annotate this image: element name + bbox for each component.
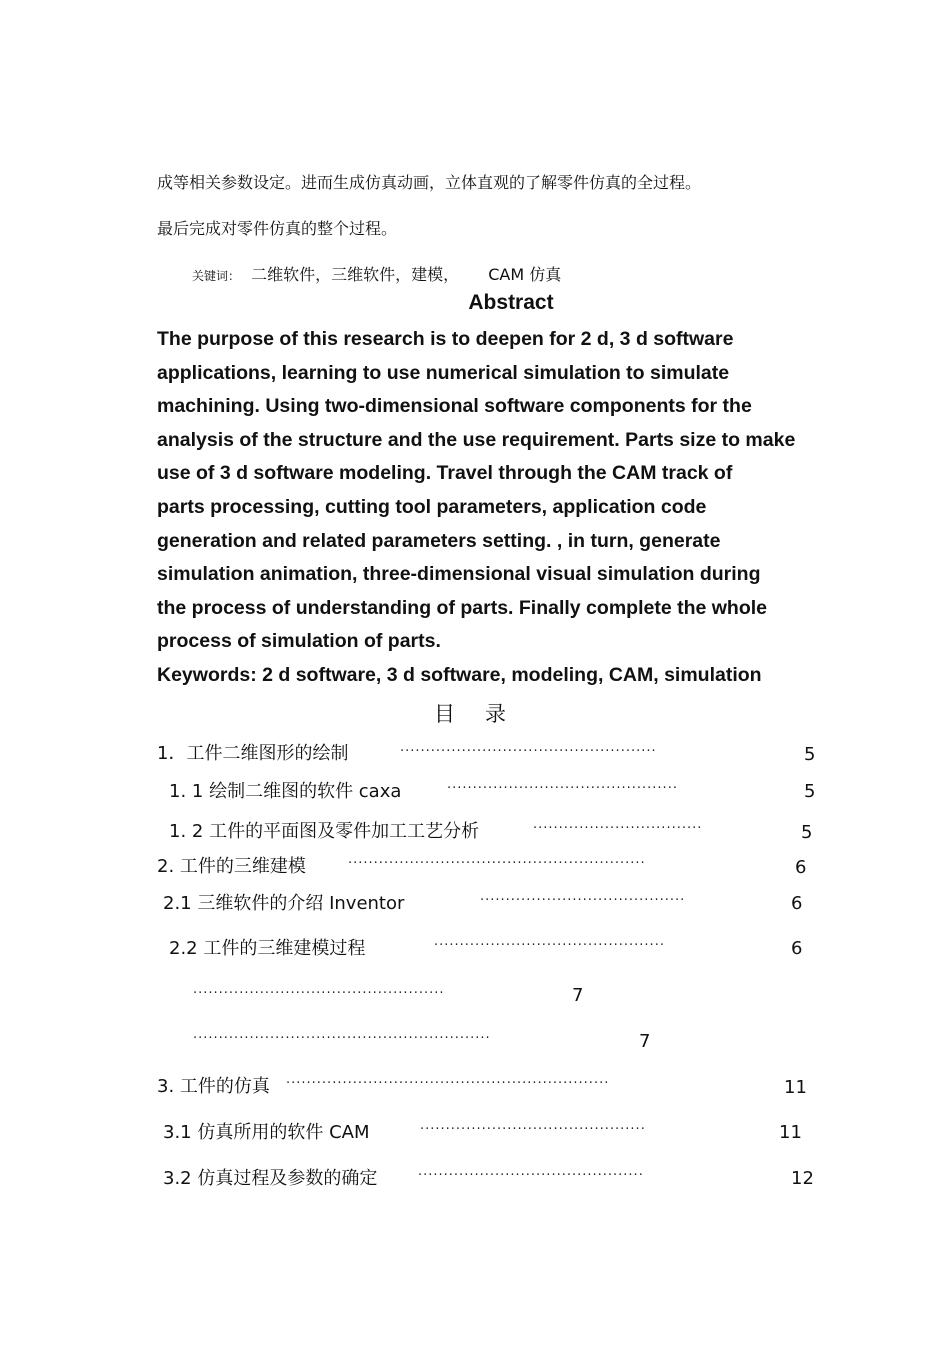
toc-entry-page: 7 xyxy=(639,1031,651,1052)
toc-entry-page: 12 xyxy=(791,1168,814,1189)
keywords-label: 关键词： xyxy=(192,269,241,283)
abstract-line: The purpose of this research is to deepen for 2 d, 3 d software xyxy=(157,328,734,350)
toc-entry-label: 2. 工件的三维建模 xyxy=(157,856,306,877)
chinese-abstract-line-2: 最后完成对零件仿真的整个过程。 xyxy=(157,219,398,238)
toc-entry-page: 7 xyxy=(572,985,584,1006)
abstract-line: generation and related parameters setting. , in turn, generate xyxy=(157,529,721,552)
abstract-line: use of 3 d software modeling. Travel through the CAM track of xyxy=(157,462,733,485)
toc-title: 目录 xyxy=(434,702,536,726)
toc-entry-page: 5 xyxy=(804,744,816,765)
toc-entry-label: 1. 2 工件的平面图及零件加工工艺分析 xyxy=(169,821,480,842)
toc-leader: ············································· xyxy=(447,781,678,796)
toc-entry-page: 6 xyxy=(791,893,803,914)
english-keywords: Keywords: 2 d software, 3 d software, modeling, CAM, simulation xyxy=(157,663,762,686)
toc-leader: ············································ xyxy=(420,1122,646,1137)
toc-leader: ················································· xyxy=(193,986,445,1001)
abstract-line: the process of understanding of parts. Finally complete the whole xyxy=(157,596,768,619)
toc-entry-page: 5 xyxy=(804,781,816,802)
toc-leader: ············································ xyxy=(418,1168,644,1183)
toc-entry-page: 11 xyxy=(784,1077,807,1098)
abstract-line: analysis of the structure and the use requirement. Parts size to make xyxy=(157,428,796,451)
toc-leader: ·························································· xyxy=(348,856,646,871)
toc-entry-label: 3.2 仿真过程及参数的确定 xyxy=(163,1168,378,1189)
toc-leader: ·················································· xyxy=(400,744,657,759)
toc-entry-page: 5 xyxy=(801,822,813,843)
keywords-tail: CAM 仿真 xyxy=(488,265,562,284)
abstract-line: machining. Using two-dimensional software components for the xyxy=(157,395,752,418)
toc-entry-page: 6 xyxy=(791,938,803,959)
abstract-line: applications, learning to use numerical simulation to simulate xyxy=(157,361,730,384)
abstract-body xyxy=(157,323,857,693)
abstract-title: Abstract xyxy=(468,291,554,314)
abstract-line: simulation animation, three-dimensional visual simulation during xyxy=(157,563,761,586)
toc-leader: ········································ xyxy=(480,893,686,908)
toc-entry-label: 2.2 工件的三维建模过程 xyxy=(169,938,366,959)
toc-entry-page: 6 xyxy=(795,857,807,878)
abstract-line: parts processing, cutting tool parameters, application code xyxy=(157,495,707,518)
chinese-keywords xyxy=(192,262,561,285)
toc-leader: ············································· xyxy=(434,938,665,953)
abstract-line: process of simulation of parts. xyxy=(157,630,441,653)
toc-entry-label: 1．工件二维图形的绘制 xyxy=(157,743,349,764)
chinese-abstract-line-1: 成等相关参数设定。进而生成仿真动画，立体直观的了解零件仿真的全过程。 xyxy=(157,173,702,192)
toc-leader: ································· xyxy=(533,821,703,836)
toc-entry-label: 3. 工件的仿真 xyxy=(157,1076,270,1097)
toc-entry-page: 11 xyxy=(779,1122,802,1143)
toc-entry-label: 3.1 仿真所用的软件 CAM xyxy=(163,1122,370,1143)
toc-entry-label: 1. 1 绘制二维图的软件 caxa xyxy=(169,781,402,802)
keywords-text: 二维软件，三维软件，建模， xyxy=(251,265,460,284)
toc-entry-label: 2.1 三维软件的介绍 Inventor xyxy=(163,893,405,914)
toc-leader: ······························································· xyxy=(286,1076,610,1091)
toc-leader: ·························································· xyxy=(193,1031,491,1046)
